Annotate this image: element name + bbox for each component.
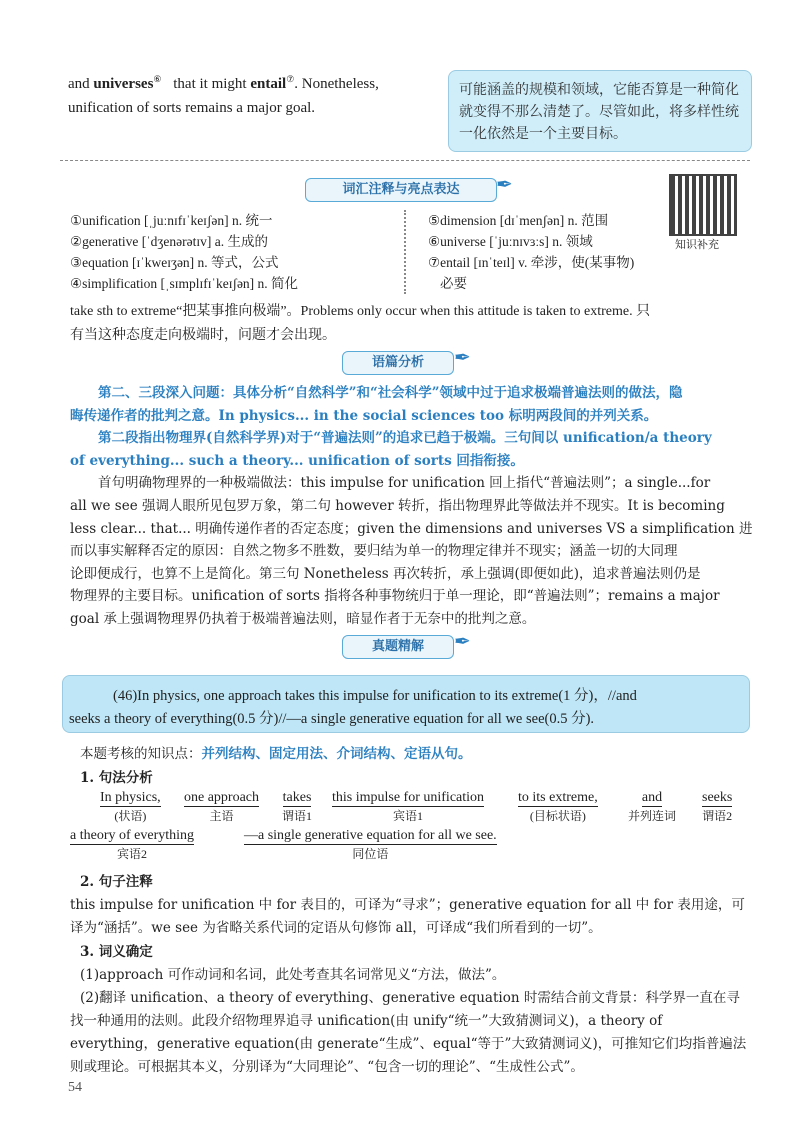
analysis-line: 首句明确物理界的一种极端做法：this impulse for unification 回上指代“普遍法则”；a single...for — [98, 475, 711, 492]
vocab-item: ③equation [ɪˈkweɪʒən] n. 等式，公式 — [70, 255, 279, 270]
analysis-line: 第二、三段深入问题：具体分析“自然科学”和“社会科学”领域中过于追求极端普遍法则的做法，隐 — [98, 385, 683, 401]
parse-label: 谓语2 — [702, 809, 733, 823]
meaning-line-5: 则或理论。可根据其本义，分别译为“大同理论”、“包含一切的理论”、“生成性公式”。 — [70, 1059, 584, 1075]
section-title-analysis — [342, 351, 454, 375]
word: . Nonetheless, — [294, 76, 379, 92]
parse-item — [184, 790, 259, 824]
parse-text: and — [641, 790, 663, 805]
points-value: 并列结构、固定用法、介词结构、定语从句。 — [201, 746, 472, 762]
analysis-line: 论即便成行，也算不上是简化。第三句 Nonetheless 再次转折，承上强调(即便如此)，追求普遍法则仍是 — [70, 565, 701, 582]
section-title-exam — [342, 635, 454, 659]
question-line-2: seeks a theory of everything(0.5 分)//—a single generative equation for all we see(0.5 分). — [69, 711, 595, 727]
meaning-line-4: everything，generative equation(由 generate“生成”、equal“等于”大致猜测词义)，可推知它们均指普遍法 — [70, 1036, 747, 1052]
extreme-note-1: take sth to extreme“把某事推向极端”。Problems only occur when this attitude is taken to extreme. 只 — [70, 304, 651, 319]
section-title-vocab — [305, 178, 497, 202]
analysis-body — [70, 382, 753, 631]
parse-label: 同位语 — [352, 847, 389, 861]
section-title-text: 词汇注释与亮点表达 — [342, 182, 460, 197]
page-number: 54 — [68, 1080, 82, 1095]
spiral-divider — [404, 210, 416, 294]
parse-item — [518, 790, 598, 824]
vocab-item: ①unification [ˌjuːnɪfɪˈkeɪʃən] n. 统一 — [70, 213, 273, 228]
divider — [60, 160, 750, 161]
top-text-line2: unification of sorts remains a major goal. — [68, 100, 316, 116]
parse-text: takes — [282, 790, 312, 805]
vocab-item: ⑦entail [ɪnˈteɪl] v. 牵涉，使(某事物) — [428, 255, 635, 270]
vocab-item: ⑤dimension [dɪˈmenʃən] n. 范围 — [428, 213, 609, 228]
parse-label: 谓语1 — [282, 809, 313, 823]
parse-row-1 — [0, 790, 800, 830]
word: that it might — [173, 76, 247, 92]
heading-notes: 2. 句子注释 — [80, 874, 153, 890]
vocab-item: 必要 — [440, 276, 467, 291]
question-line-1: (46)In physics, one approach takes this impulse for unification to its extreme(1 分)，//and — [113, 688, 637, 704]
heading-meaning: 3. 词义确定 — [80, 944, 153, 960]
knowledge-points — [80, 742, 472, 762]
meaning-line-1: (1)approach 可作动词和名词，此处考查其名词常见义“方法，做法”。 — [80, 967, 506, 983]
parse-text: —a single generative equation for all we see. — [244, 828, 497, 843]
section-title-text: 语篇分析 — [371, 355, 424, 370]
vocab-item: ②generative [ˈdʒenərətɪv] a. 生成的 — [70, 234, 269, 249]
footnote-mark: ⑦ — [286, 74, 295, 84]
parse-item — [70, 828, 194, 862]
meaning-line-3: 找一种通用的法则。此段介绍物理界追寻 unification(由 unify“统一”大致猜测词义)，a theory of — [70, 1013, 663, 1029]
parse-text: this impulse for unification — [332, 790, 485, 805]
section-title-text: 真题精解 — [371, 639, 424, 654]
parse-label: 宾语2 — [117, 847, 148, 861]
parse-text: seeks — [702, 790, 733, 805]
parse-row-2 — [0, 828, 800, 868]
feather-icon: ✒ — [496, 172, 513, 196]
parse-text: In physics, — [100, 790, 161, 805]
parse-item — [628, 790, 676, 824]
heading-syntax: 1. 句法分析 — [80, 770, 153, 786]
translation-text: 可能涵盖的规模和领域，它能否算是一种简化就变得不那么清楚了。尽管如此，将多样性统一化依然是一个主要目标。 — [459, 82, 739, 142]
parse-label: (状语) — [114, 809, 147, 823]
vocab-left — [70, 210, 298, 294]
vocab-item: ④simplification [ˌsɪmplɪfɪˈkeɪʃən] n. 简化 — [70, 276, 299, 291]
parse-label: 宾语1 — [393, 809, 424, 823]
vocab-right — [428, 210, 634, 294]
note-line-1: this impulse for unification 中 for 表目的，可译为“寻求”；generative equation for all 中 for 表用途，可 — [70, 897, 745, 913]
parse-text: to its extreme, — [518, 790, 598, 805]
parse-text: one approach — [184, 790, 260, 805]
qr-code-icon — [669, 174, 737, 236]
extreme-note-2: 有当这种态度走向极端时，问题才会出现。 — [70, 328, 336, 343]
analysis-line: goal 承上强调物理界仍执着于极端普遍法则，暗显作者于无奈中的批判之意。 — [70, 610, 536, 627]
feather-icon: ✒ — [454, 345, 471, 369]
parse-text: a theory of everything — [70, 828, 195, 843]
analysis-line: 物理界的主要目标。unification of sorts 指将各种事物统归于单一理论，即“普遍法则”；remains a major — [70, 588, 720, 605]
word: and — [68, 76, 90, 92]
label: 本题考核的知识点： — [80, 746, 202, 762]
feather-icon: ✒ — [454, 629, 471, 653]
vocab-item: ⑥universe [ˈjuːnɪvɜːs] n. 领域 — [428, 234, 593, 249]
analysis-line: 晦传递作者的批判之意。In physics... in the social sciences too 标明两段间的并列关系。 — [70, 407, 658, 424]
analysis-line: less clear... that... 明确传递作者的否定态度；given the dimensions and universes VS a simplification 进 — [70, 520, 753, 537]
footnote-mark: ⑥ — [153, 74, 162, 84]
analysis-line: all we see 强调人眼所见包罗万象，第二句 however 转折，指出物理界此等做法并不现实。It is becoming — [70, 497, 725, 514]
analysis-line: of everything... such a theory... unification of sorts 回指衔接。 — [70, 452, 524, 469]
parse-item — [282, 790, 312, 824]
parse-item — [332, 790, 484, 824]
parse-item — [702, 790, 732, 824]
parse-label: 并列连词 — [628, 809, 677, 823]
qr-label: 知识补充 — [675, 238, 719, 251]
top-text-line1 — [68, 74, 379, 93]
note-line-2: 译为“涵括”。we see 为省略关系代词的定语从句修饰 all，可译成“我们所看到的一切”。 — [70, 920, 602, 936]
word: universes — [93, 76, 154, 92]
translation-note — [448, 70, 752, 152]
parse-label: (目标状语) — [529, 809, 586, 823]
parse-label: 主语 — [209, 809, 234, 823]
analysis-line: 而以事实解释否定的原因：自然之物多不胜数，要归结为单一的物理定律并不现实；涵盖一切的大同理 — [70, 543, 678, 560]
word: entail — [250, 76, 287, 92]
analysis-line: 第二段指出物理界(自然科学界)对于“普遍法则”的追求已趋于极端。三句间以 unification/a theory — [98, 430, 712, 447]
parse-item — [100, 790, 161, 824]
question-box — [62, 675, 750, 733]
parse-item — [244, 828, 497, 862]
meaning-line-2: (2)翻译 unification、a theory of everything、generative equation 时需结合前文背景：科学界一直在寻 — [80, 990, 740, 1006]
